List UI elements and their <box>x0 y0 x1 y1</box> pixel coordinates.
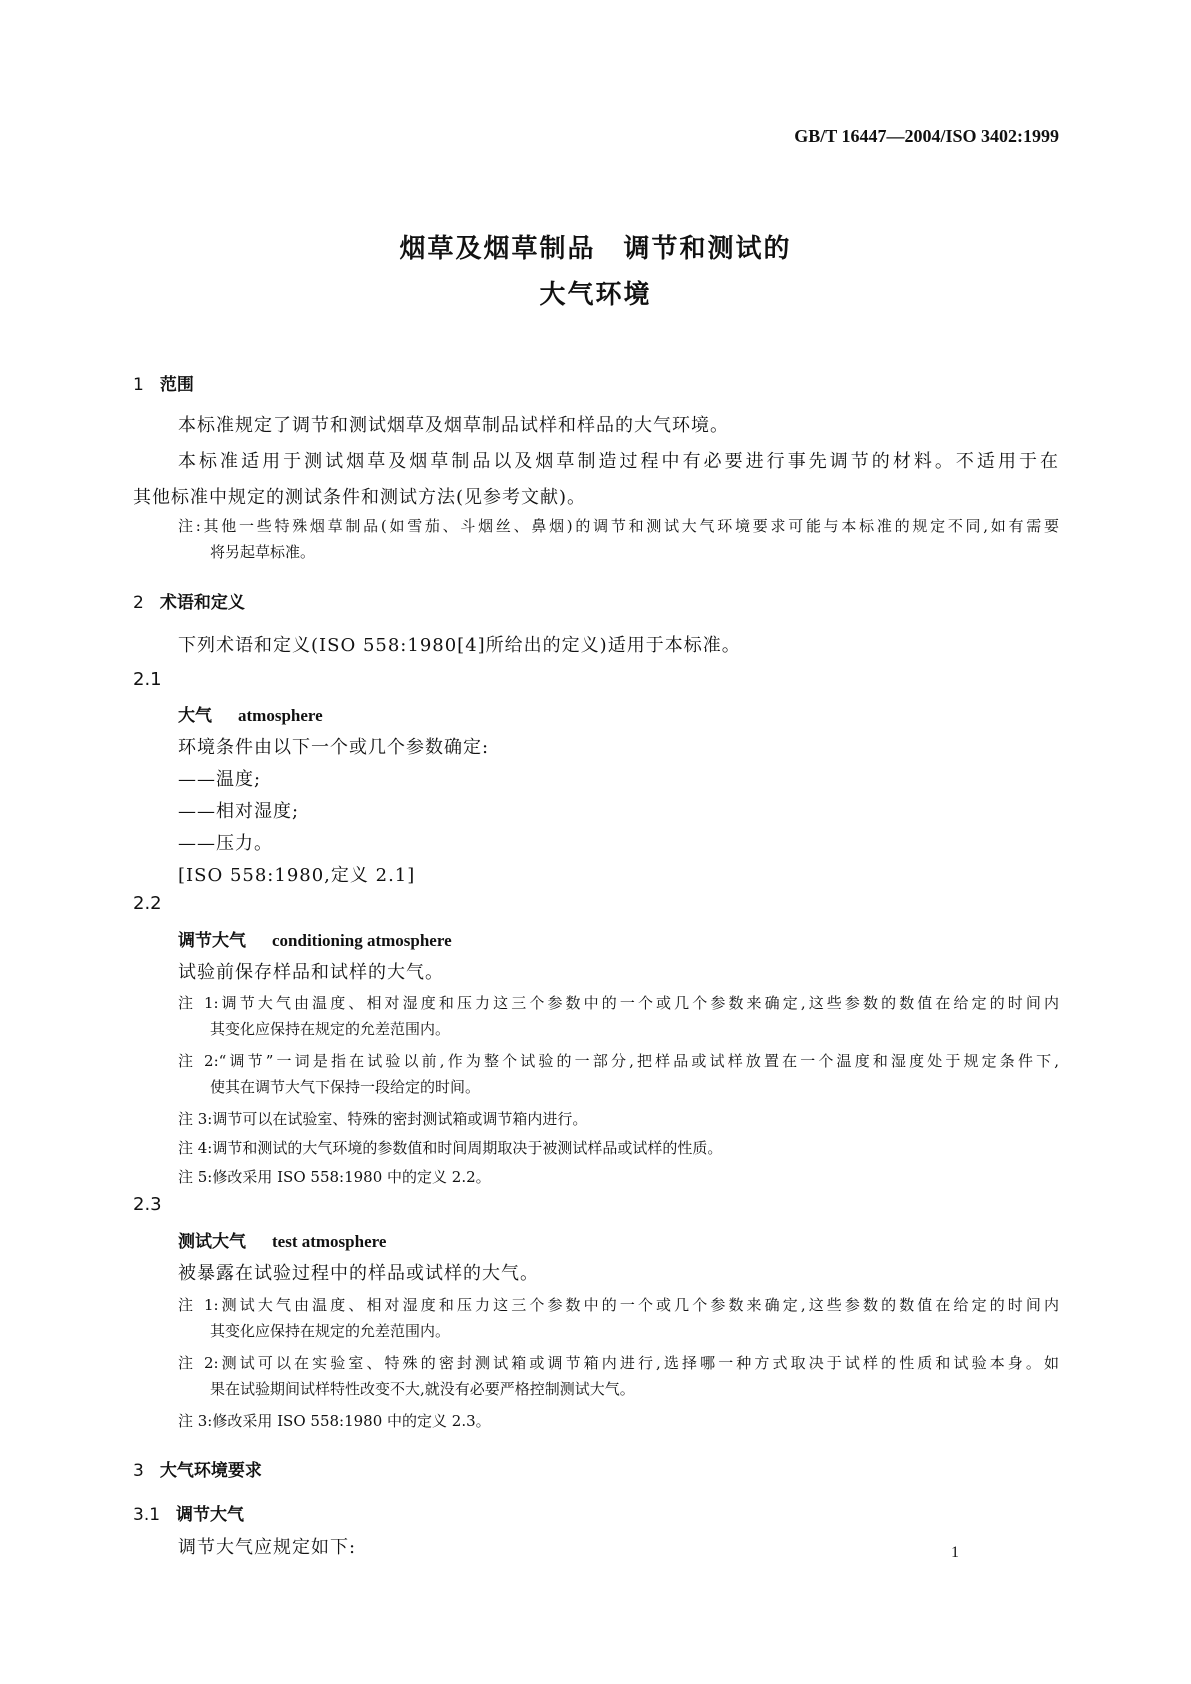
note: 将另起草标准。 <box>210 543 316 561</box>
paragraph: 其他标准中规定的测试条件和测试方法(见参考文献)。 <box>133 487 587 508</box>
term-zh: 大气 <box>178 706 212 726</box>
note: 注 1:调节大气由温度、相对湿度和压力这三个参数中的一个或几个参数来确定,这些参数的数值在给定的时间内 <box>178 994 1059 1012</box>
note: 注 3:调节可以在试验室、特殊的密封测试箱或调节箱内进行。 <box>178 1110 588 1128</box>
term-en: conditioning atmosphere <box>272 931 452 950</box>
note: 其变化应保持在规定的允差范围内。 <box>210 1020 451 1038</box>
section-number: 1 <box>133 375 144 395</box>
section-title: 调节大气 <box>176 1505 245 1525</box>
page-number: 1 <box>951 1544 959 1561</box>
clause-number: 2.2 <box>133 893 162 914</box>
definition: 环境条件由以下一个或几个参数确定: <box>178 737 490 758</box>
definition: 被暴露在试验过程中的样品或试样的大气。 <box>178 1263 539 1284</box>
clause-number: 2.3 <box>133 1194 162 1215</box>
term-zh: 调节大气 <box>178 931 246 951</box>
term-en: test atmosphere <box>272 1232 387 1251</box>
term-entry <box>178 1227 386 1252</box>
paragraph: 调节大气应规定如下: <box>178 1537 357 1558</box>
note: 注 1:测试大气由温度、相对湿度和压力这三个参数中的一个或几个参数来确定,这些参数的数值在给定的时间内 <box>178 1296 1059 1314</box>
section-number: 3 <box>133 1461 144 1481</box>
term-zh: 测试大气 <box>178 1232 246 1252</box>
subsection-3-1-heading <box>133 1500 244 1525</box>
section-3-heading <box>133 1456 262 1481</box>
term-en: atmosphere <box>238 706 323 725</box>
list-item: ——相对湿度; <box>178 801 300 822</box>
standard-code: GB/T 16447—2004/ISO 3402:1999 <box>794 126 1059 146</box>
section-1-heading <box>133 370 194 395</box>
clause-number: 2.1 <box>133 669 162 690</box>
note: 其变化应保持在规定的允差范围内。 <box>210 1322 451 1340</box>
list-item: ——温度; <box>178 769 262 790</box>
paragraph: 本标准适用于测试烟草及烟草制品以及烟草制造过程中有必要进行事先调节的材料。不适用于在 <box>178 451 1059 472</box>
term-entry <box>178 701 323 726</box>
section-number: 2 <box>133 593 144 613</box>
document-title-line2: 大气环境 <box>539 280 652 310</box>
note: 注:其他一些特殊烟草制品(如雪茄、斗烟丝、鼻烟)的调节和测试大气环境要求可能与本标准的规定不同,如有需要 <box>178 517 1059 535</box>
section-title: 术语和定义 <box>159 593 245 613</box>
list-item: ——压力。 <box>178 833 273 854</box>
source-reference: [ISO 558:1980,定义 2.1] <box>178 865 416 886</box>
paragraph: 本标准规定了调节和测试烟草及烟草制品试样和样品的大气环境。 <box>178 415 729 436</box>
section-number: 3.1 <box>133 1505 161 1525</box>
note: 注 3:修改采用 ISO 558:1980 中的定义 2.3。 <box>178 1412 491 1430</box>
document-title-line1: 烟草及烟草制品 调节和测试的 <box>399 234 792 264</box>
note: 注 5:修改采用 ISO 558:1980 中的定义 2.2。 <box>178 1168 491 1186</box>
note: 注 2:“调节”一词是指在试验以前,作为整个试验的一部分,把样品或试样放置在一个温度和湿度处于规定条件下, <box>178 1052 1059 1070</box>
note: 注 2:测试可以在实验室、特殊的密封测试箱或调节箱内进行,选择哪一种方式取决于试样的性质和试验本身。如 <box>178 1354 1059 1372</box>
note: 注 4:调节和测试的大气环境的参数值和时间周期取决于被测试样品或试样的性质。 <box>178 1139 723 1157</box>
section-title: 范围 <box>159 375 194 395</box>
definition: 试验前保存样品和试样的大气。 <box>178 962 444 983</box>
note: 使其在调节大气下保持一段给定的时间。 <box>210 1078 481 1096</box>
section-2-heading <box>133 588 245 613</box>
paragraph: 下列术语和定义(ISO 558:1980[4]所给出的定义)适用于本标准。 <box>178 635 741 656</box>
term-entry <box>178 926 452 951</box>
section-title: 大气环境要求 <box>159 1461 262 1481</box>
note: 果在试验期间试样特性改变不大,就没有必要严格控制测试大气。 <box>210 1380 635 1398</box>
